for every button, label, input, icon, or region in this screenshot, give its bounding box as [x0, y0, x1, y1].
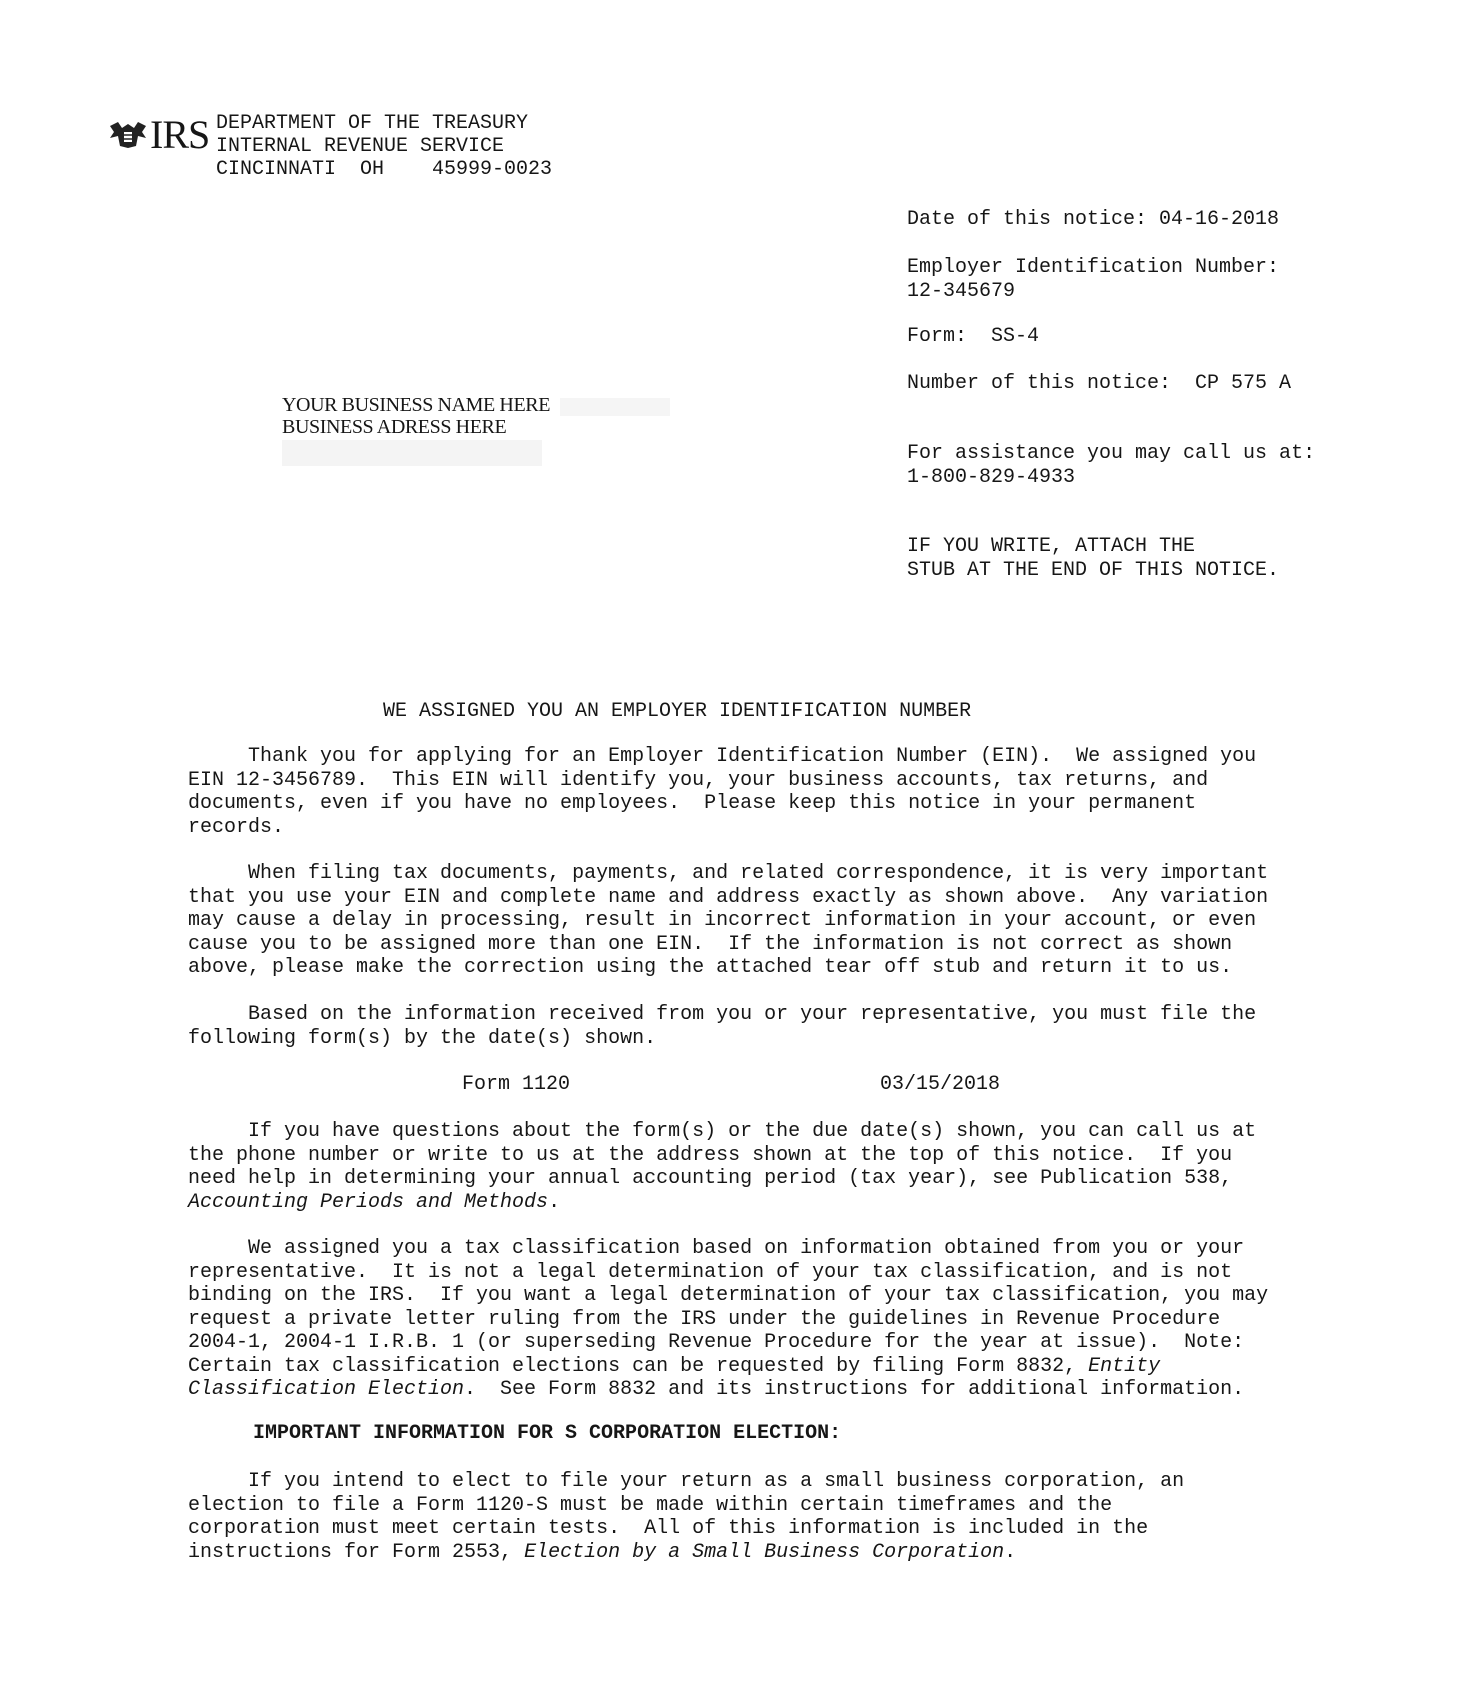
text-fragment: . — [548, 1190, 561, 1214]
agency-line: INTERNAL REVENUE SERVICE — [216, 135, 505, 158]
paragraph-questions — [188, 1120, 1256, 1214]
paragraph-line: When filing tax documents, payments, and related correspondence, it is very important — [188, 862, 1269, 885]
paragraph-line: cause you to be assigned more than one EIN. If the information is not correct as shown — [188, 932, 1233, 956]
paragraph-line: If you intend to elect to file your return as a small business corporation, an — [188, 1470, 1185, 1493]
text-fragment: instructions for Form 2553, — [188, 1540, 525, 1564]
ein-value: 12-345679 — [907, 280, 1016, 303]
paragraph-line — [188, 1378, 1268, 1402]
paragraph-line: EIN 12-3456789. This EIN will identify you, your business accounts, tax returns, and — [188, 768, 1209, 792]
letter-title: WE ASSIGNED YOU AN EMPLOYER IDENTIFICATION NUMBER — [383, 700, 972, 723]
agency-line: DEPARTMENT OF THE TREASURY — [216, 112, 529, 135]
irs-logo — [108, 112, 210, 157]
business-name: YOUR BUSINESS NAME HERE — [282, 394, 551, 416]
due-date: 03/15/2018 — [880, 1073, 1001, 1096]
paragraph-line — [188, 1541, 1184, 1565]
paragraph-line: documents, even if you have no employees. Please keep this notice in your permanent — [188, 792, 1197, 815]
ein-block — [907, 256, 1279, 304]
paragraph-ein-assigned — [188, 745, 1256, 839]
form-block — [907, 325, 1039, 349]
eagle-icon — [108, 120, 148, 150]
paragraph-line: 2004-1, 2004-1 I.R.B. 1 (or superseding Revenue Procedure for the year at issue). Note: — [188, 1331, 1245, 1354]
irs-logo-text: IRS — [150, 112, 210, 157]
paragraph-forms-due — [188, 1003, 1256, 1050]
paragraph-line: If you have questions about the form(s) or the due date(s) shown, you can call us at — [188, 1120, 1257, 1143]
paragraph-line: that you use your EIN and complete name and address exactly as shown above. Any variation — [188, 885, 1269, 909]
paragraph-line — [188, 1355, 1268, 1379]
s-corp-heading: IMPORTANT INFORMATION FOR S CORPORATION ELECTION: — [253, 1422, 842, 1445]
agency-address — [216, 112, 552, 181]
publication-title: Accounting Periods and Methods — [188, 1190, 549, 1214]
form-line: Form: SS-4 — [907, 325, 1040, 348]
due-form-name: Form 1120 — [462, 1073, 571, 1096]
form-title-italic: Classification Election — [188, 1378, 465, 1401]
paragraph-line: request a private letter ruling from the IRS under the guidelines in Revenue Procedure — [188, 1307, 1221, 1331]
text-fragment: . — [1004, 1540, 1017, 1564]
agency-line: CINCINNATI OH 45999-0023 — [216, 158, 553, 181]
paragraph-filing-instructions — [188, 862, 1268, 980]
notice-date-text: Date of this notice: 04-16-2018 — [907, 208, 1280, 231]
paragraph-line: Thank you for applying for an Employer Identification Number (EIN). We assigned you — [188, 745, 1257, 768]
paragraph-line: representative. It is not a legal determination of your tax classification, and is not — [188, 1260, 1233, 1284]
form-title-italic: Entity — [1088, 1354, 1161, 1378]
notice-number-block — [907, 372, 1291, 396]
paragraph-line: records. — [188, 815, 285, 839]
paragraph-line: We assigned you a tax classification based on information obtained from you or your — [188, 1237, 1245, 1260]
text-fragment: Certain tax classification elections can be requested by filing Form 8832, — [188, 1354, 1089, 1378]
text-fragment: . See Form 8832 and its instructions for additional information. — [464, 1378, 1245, 1401]
paragraph-line: need help in determining your annual accounting period (tax year), see Publication 538, — [188, 1167, 1233, 1190]
addressee — [282, 394, 550, 438]
business-address: BUSINESS ADRESS HERE — [282, 416, 507, 438]
paragraph-line: Based on the information received from you or your representative, you must file the — [188, 1003, 1257, 1026]
assistance-block — [907, 442, 1315, 490]
paragraph-s-corp — [188, 1470, 1184, 1564]
paragraph-line: may cause a delay in processing, result in incorrect information in your account, or even — [188, 909, 1257, 932]
paragraph-line: binding on the IRS. If you want a legal determination of your tax classification, you may — [188, 1284, 1269, 1307]
paragraph-line: the phone number or write to us at the address shown at the top of this notice. If you — [188, 1143, 1233, 1167]
paragraph-line: following form(s) by the date(s) shown. — [188, 1026, 657, 1050]
paragraph-line: election to file a Form 1120-S must be made within certain timeframes and the — [188, 1493, 1113, 1517]
paragraph-line: corporation must meet certain tests. All of this information is included in the — [188, 1517, 1149, 1540]
notice-date — [907, 208, 1279, 232]
assistance-phone: 1-800-829-4933 — [907, 466, 1076, 489]
write-line: IF YOU WRITE, ATTACH THE — [907, 535, 1196, 558]
scan-smudge — [560, 398, 670, 416]
paragraph-line — [188, 1191, 1256, 1215]
notice-number: Number of this notice: CP 575 A — [907, 372, 1292, 395]
ein-label: Employer Identification Number: — [907, 256, 1280, 279]
write-instructions — [907, 535, 1279, 583]
assistance-label: For assistance you may call us at: — [907, 442, 1316, 465]
paragraph-line: above, please make the correction using the attached tear off stub and return it to us. — [188, 956, 1233, 979]
paragraph-tax-classification — [188, 1237, 1268, 1402]
scan-smudge — [282, 440, 542, 466]
form-title-italic: Election by a Small Business Corporation — [524, 1540, 1005, 1564]
write-line: STUB AT THE END OF THIS NOTICE. — [907, 559, 1280, 582]
